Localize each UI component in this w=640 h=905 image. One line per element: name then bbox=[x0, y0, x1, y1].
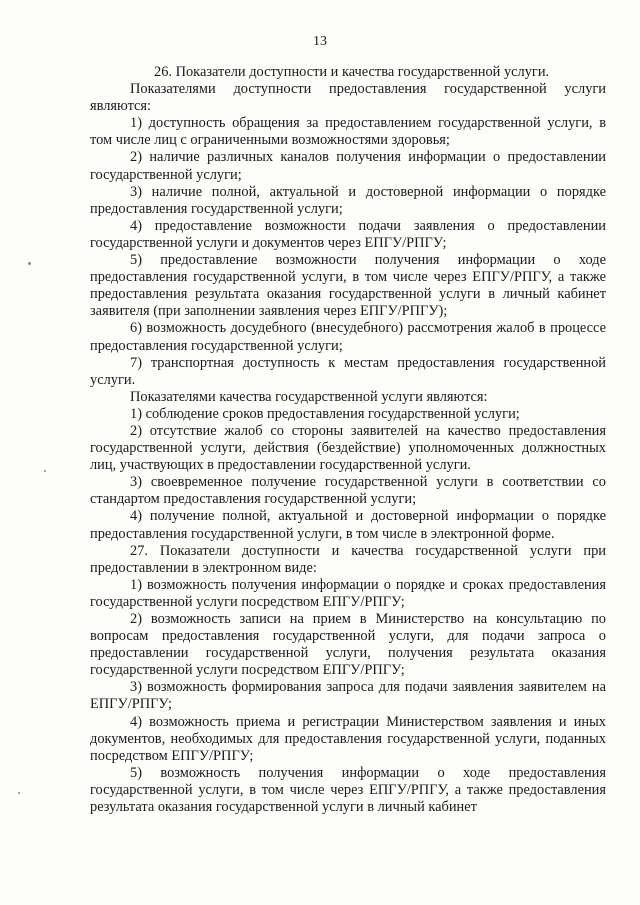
paragraph: 3) наличие полной, актуальной и достоверной информации о порядке предоставления государственной услуги; bbox=[90, 183, 606, 217]
paragraph: 3) своевременное получение государственной услуги в соответствии со стандартом предоставления государственной услуги; bbox=[90, 474, 606, 508]
paragraph: 5) возможность получения информации о ходе предоставления государственной услуги, в том числе через ЕПГУ/РПГУ, а также предоставления результата оказания государственной услуги в личный кабинет bbox=[90, 764, 606, 816]
paragraph: 26. Показатели доступности и качества государственной услуги. bbox=[154, 64, 550, 80]
document-body bbox=[90, 64, 606, 816]
scan-speck bbox=[18, 792, 20, 794]
paragraph: 2) возможность записи на прием в Министерство на консультацию по вопросам предоставления государственной услуги, для подачи запроса о предоставлении государственной услуги, получения результата оказания государственной услуги посредством ЕПГУ/РПГУ; bbox=[90, 611, 606, 679]
paragraph: 2) наличие различных каналов получения информации о предоставлении государственной услуги; bbox=[90, 149, 606, 183]
paragraph: 4) возможность приема и регистрации Министерством заявления и иных документов, необходимых для предоставления государственной услуги, поданных посредством ЕПГУ/РПГУ; bbox=[90, 713, 606, 764]
paragraph: 2) отсутствие жалоб со стороны заявителей на качество предоставления государственной услуги, действия (бездействие) уполномоченных должностных лиц, участвующих в предоставлении государственной услуги. bbox=[90, 422, 606, 474]
page-number: 13 bbox=[313, 34, 327, 49]
paragraph: 6) возможность досудебного (внесудебного) рассмотрения жалоб в процессе предоставления государственной услуги; bbox=[90, 320, 606, 354]
paragraph: 4) получение полной, актуальной и достоверной информации о порядке предоставления государственной услуги, в том числе в электронной форме. bbox=[90, 508, 606, 542]
paragraph: 1) доступность обращения за предоставлением государственной услуги, в том числе лиц с ограниченными возможностями здоровья; bbox=[90, 115, 606, 149]
paragraph: Показателями доступности предоставления государственной услуги являются: bbox=[90, 81, 606, 115]
paragraph: 3) возможность формирования запроса для подачи заявления заявителем на ЕПГУ/РПГУ; bbox=[90, 679, 606, 713]
paragraph: 1) соблюдение сроков предоставления государственной услуги; bbox=[130, 405, 520, 422]
paragraph: 1) возможность получения информации о порядке и сроках предоставления государственной услуги посредством ЕПГУ/РПГУ; bbox=[90, 576, 606, 610]
scan-speck bbox=[28, 262, 31, 265]
paragraph: Показателями качества государственной услуги являются: bbox=[130, 388, 488, 405]
paragraph: 5) предоставление возможности получения информации о ходе предоставления государственной услуги, в том числе через ЕПГУ/РПГУ, а также предоставления результата оказания государственной услуги в личный кабинет заявителя (при заполнении заявления через ЕПГУ/РПГУ); bbox=[90, 252, 606, 320]
paragraph: 27. Показатели доступности и качества государственной услуги при предоставлении в электронном виде: bbox=[90, 542, 606, 576]
paragraph: 4) предоставление возможности подачи заявления о предоставлении государственной услуги и документов через ЕПГУ/РПГУ; bbox=[90, 217, 606, 251]
paragraph: 7) транспортная доступность к местам предоставления государственной услуги. bbox=[90, 354, 606, 388]
scan-speck bbox=[44, 470, 46, 472]
